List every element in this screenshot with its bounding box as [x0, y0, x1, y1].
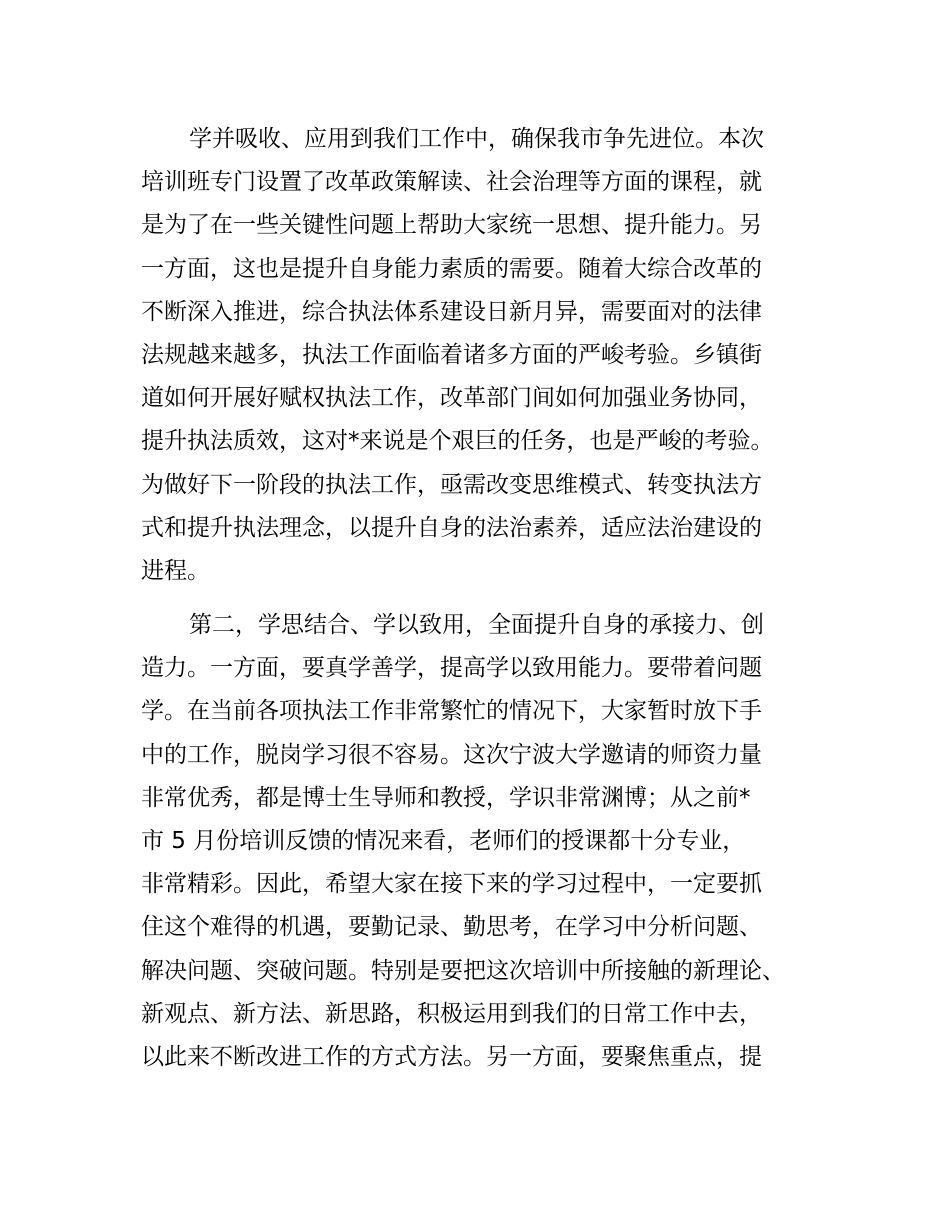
text-line: 非常优秀，都是博士生导师和教授，学识非常渊博；从之前* [141, 784, 751, 811]
text-line: 新观点、新方法、新思路，积极运用到我们的日常工作中去， [141, 1000, 762, 1027]
text-line: 学并吸收、应用到我们工作中，确保我市争先进位。本次 [189, 126, 764, 152]
text-line: 不断深入推进，综合执法体系建设日新月异，需要面对的法律 [141, 298, 762, 325]
text-line: 造力。一方面，要真学善学，提高学以致用能力。要带着问题 [141, 655, 762, 682]
text-line: 培训班专门设置了改革政策解读、社会治理等方面的课程，就 [141, 169, 762, 196]
text-line: 中的工作，脱岗学习很不容易。这次宁波大学邀请的师资力量 [141, 741, 762, 768]
text-line: 道如何开展好赋权执法工作，改革部门间如何加强业务协同， [141, 385, 762, 412]
text-line: 解决问题、突破问题。特别是要把这次培训中所接触的新理论、 [141, 957, 785, 984]
paragraph-2 [141, 604, 821, 1079]
text-line: 为做好下一阶段的执法工作，亟需改变思维模式、转变执法方 [141, 471, 762, 498]
paragraph-1 [141, 118, 821, 593]
text-line: 是为了在一些关键性问题上帮助大家统一思想、提升能力。另 [141, 212, 762, 239]
document-body [141, 118, 821, 1079]
text-line: 市 5 月份培训反馈的情况来看，老师们的授课都十分专业， [141, 828, 746, 854]
paragraph-spacer [141, 593, 821, 604]
text-line: 非常精彩。因此，希望大家在接下来的学习过程中，一定要抓 [141, 871, 762, 898]
text-line: 以此来不断改进工作的方式方法。另一方面，要聚焦重点，提 [141, 1043, 762, 1070]
text-line: 提升执法质效，这对*来说是个艰巨的任务，也是严峻的考验。 [141, 428, 774, 455]
text-line: 住这个难得的机遇，要勤记录、勤思考，在学习中分析问题、 [141, 914, 762, 941]
text-line: 式和提升执法理念，以提升自身的法治素养，适应法治建设的 [141, 514, 762, 541]
text-line: 第二，学思结合、学以致用，全面提升自身的承接力、创 [189, 612, 764, 639]
text-line: 法规越来越多，执法工作面临着诸多方面的严峻考验。乡镇街 [141, 341, 762, 368]
text-line: 一方面，这也是提升自身能力素质的需要。随着大综合改革的 [141, 255, 762, 282]
text-line: 进程。 [141, 557, 210, 584]
text-line: 学。在当前各项执法工作非常繁忙的情况下，大家暂时放下手 [141, 698, 762, 725]
